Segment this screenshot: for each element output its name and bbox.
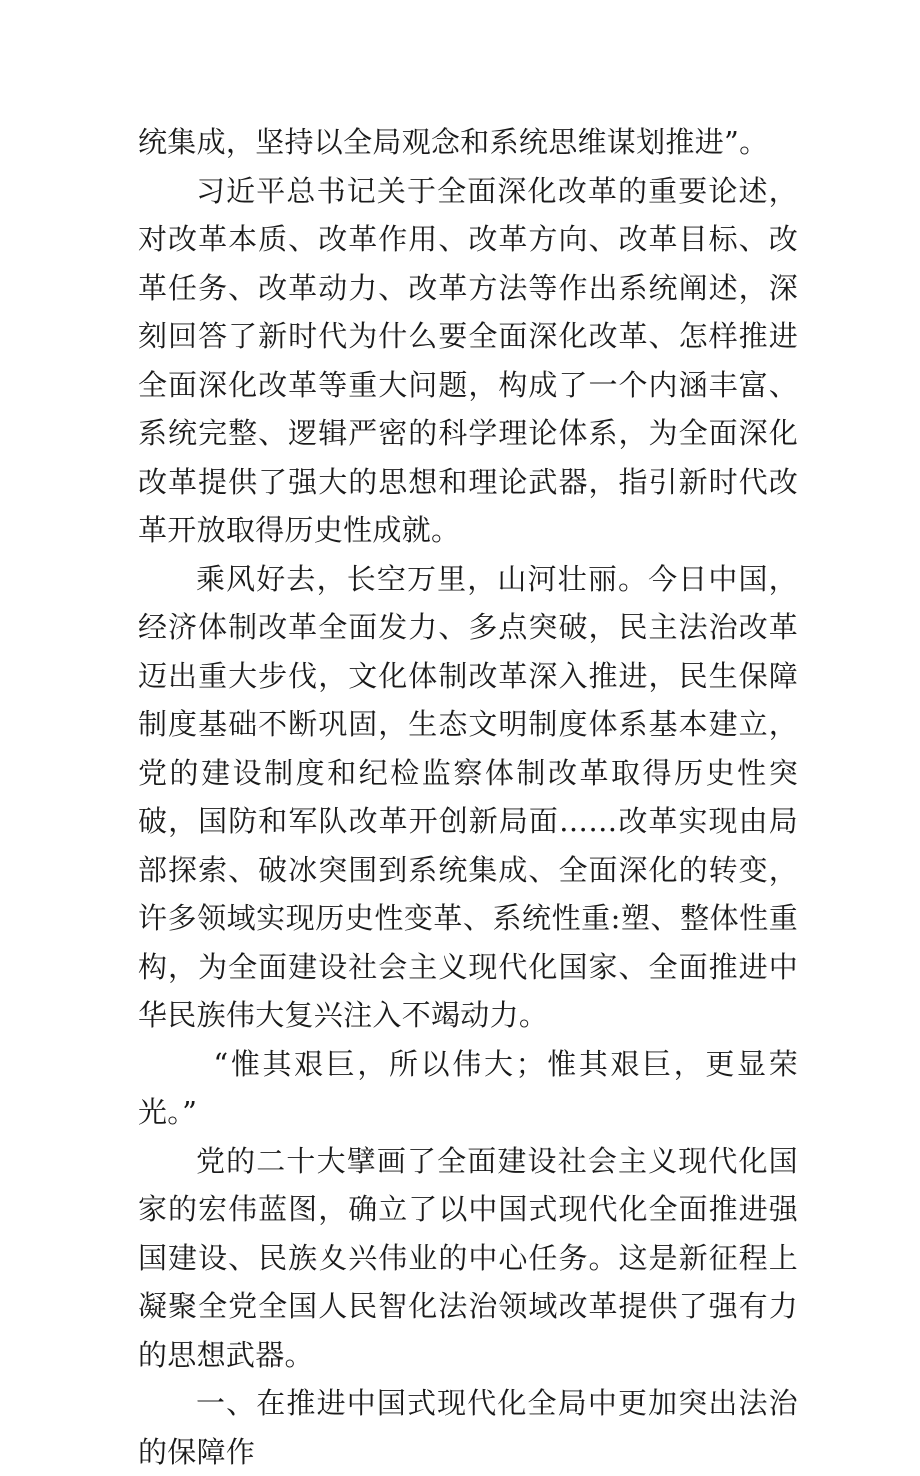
paragraph-reform-theory: 习近平总书记关于全面深化改革的重要论述，对改革本质、改革作用、改革方向、改革目标、改革任务、改革动力、改革方法等作出系统阐述，深刻回答了新时代为什么要全面深化改革、怎样推进全面深化改革等重大问题，构成了一个内涵丰富、系统完整、逻辑严密的科学理论体系，为全面深化改革提供了强大的思想和理论武器，指引新时代改革开放取得历史性成就。 xyxy=(138,173,798,547)
section-heading-one: 一、在推进中国式现代化全局中更加突出法治的保障作 xyxy=(138,1386,798,1469)
paragraph-reform-achievements: 乘风好去，长空万里，山河壮丽。今日中国，经济体制改革全面发力、多点突破，民主法治改革迈出重大步伐，文化体制改革深入推进，民生保障制度基础不断巩固，生态文明制度体系基本建立，党的建设制度和纪检监察体制改革取得历史性突破，国防和军队改革开创新局面……改革实现由局部探索、破冰突围到系统集成、全面深化的转变，许多领域实现历史性变革、系统性重:塑、整体性重构，为全面建设社会主义现代化国家、全面推进中华民族伟大复兴注入不竭动力。 xyxy=(138,561,798,1032)
body-text xyxy=(138,118,798,1476)
paragraph-continuation: 统集成，坚持以全局观念和系统思维谋划推进”。 xyxy=(138,125,769,159)
paragraph-quote: “惟其艰巨，所以伟大；惟其艰巨，更显荣光。” xyxy=(138,1046,798,1129)
paragraph-twentieth-congress: 党的二十大擘画了全面建设社会主义现代化国家的宏伟蓝图，确立了以中国式现代化全面推进强国建设、民族夊兴伟业的中心任务。这是新征程上凝聚全党全国人民智化法治领域改革提供了强有力的思想武器。 xyxy=(138,1143,798,1372)
